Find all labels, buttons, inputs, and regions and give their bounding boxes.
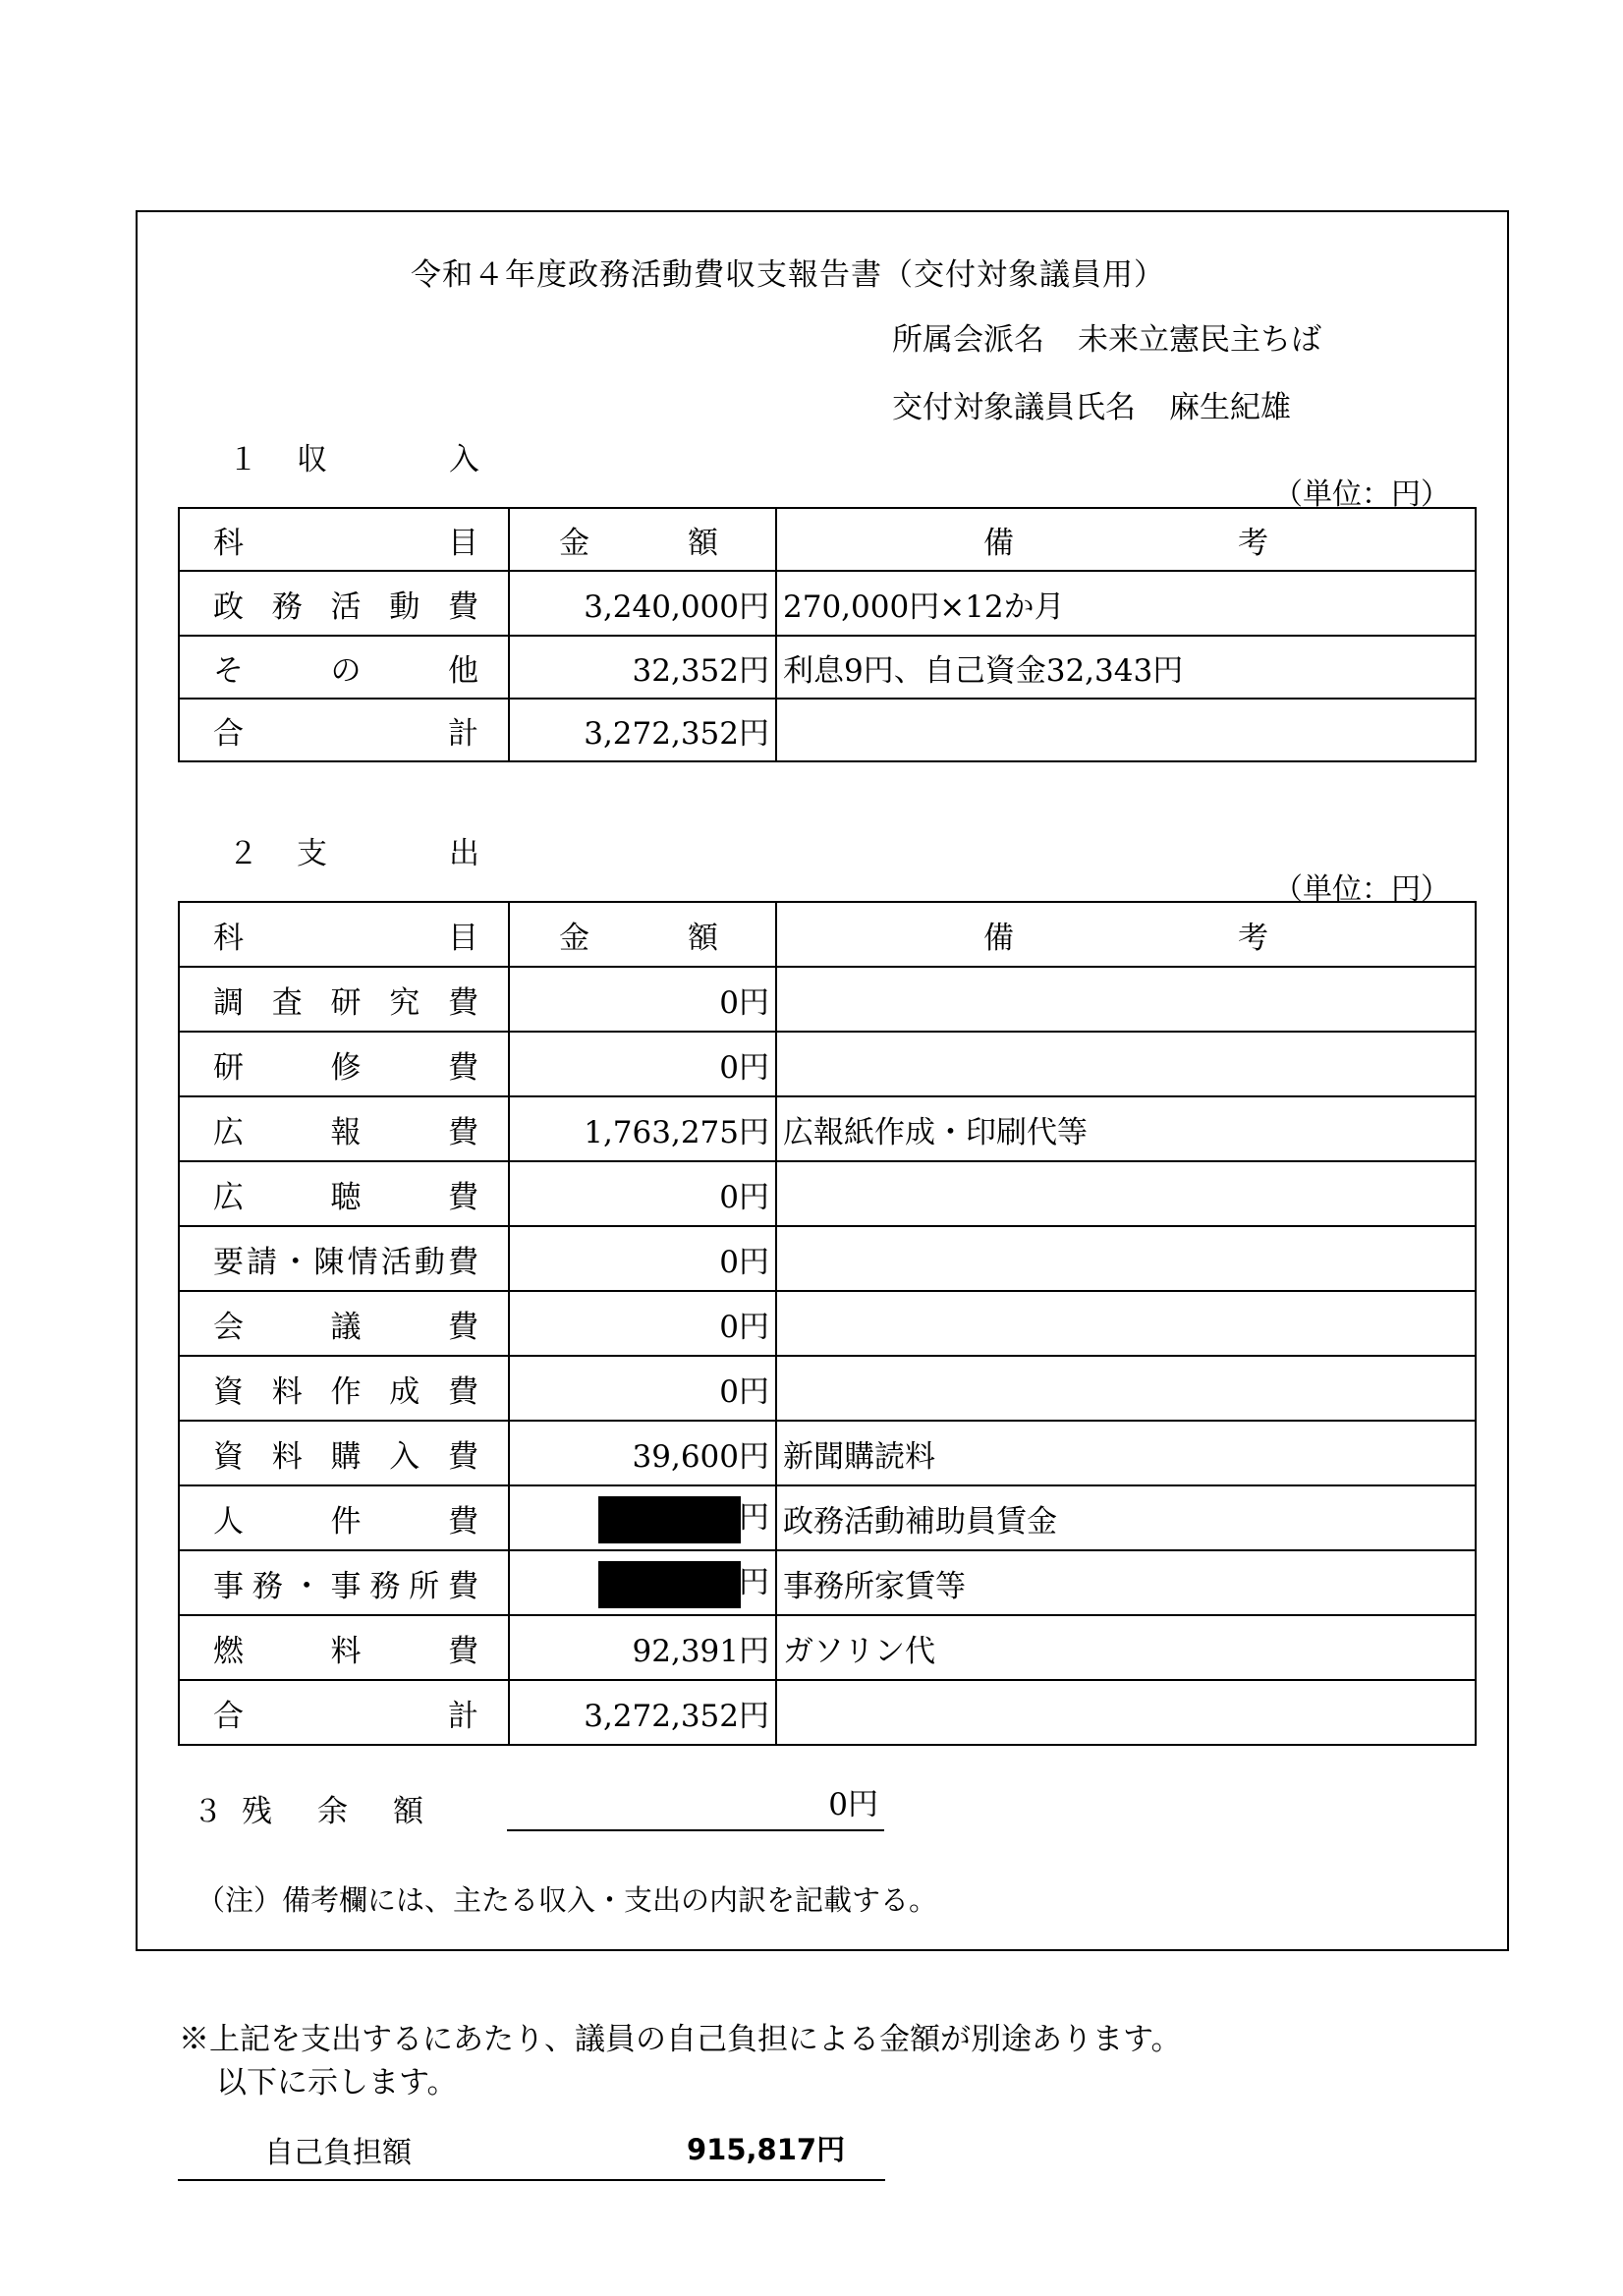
footnote: （注）備考欄には、主たる収入・支出の内訳を記載する。 [196, 1883, 938, 1917]
income-table [178, 507, 1477, 762]
table-row: 要請・陳情活動費 0円 [179, 1226, 1476, 1291]
redaction-block [598, 1561, 741, 1608]
table-row: 燃料費 92,391円 ガソリン代 [179, 1615, 1476, 1680]
self-burden-line2: 以下に示します。 [216, 2065, 458, 2100]
table-row: 資料作成費 0円 [179, 1356, 1476, 1421]
redacted-amount: 円 [509, 1550, 776, 1615]
self-burden-note [179, 2018, 1182, 2104]
self-burden-row [178, 2122, 885, 2181]
redacted-amount: 円 [509, 1485, 776, 1550]
expense-unit-label: （単位：円） [1273, 872, 1450, 907]
table-row: 広報費 1,763,275円 広報紙作成・印刷代等 [179, 1096, 1476, 1161]
report-title: 令和４年度政務活動費収支報告書（交付対象議員用） [411, 257, 1165, 293]
header-amount: 金 額 [509, 508, 776, 571]
member-value: 麻生紀雄 [1169, 390, 1291, 425]
table-row: 合計 3,272,352円 [179, 1680, 1476, 1745]
income-section-heading: １ 収 入 [228, 442, 479, 477]
expense-section-heading: ２ 支 出 [228, 836, 479, 871]
header-remarks: 備考 [776, 508, 1476, 571]
self-burden-value: 915,817円 [687, 2133, 846, 2166]
faction-label: 所属会派名 [892, 322, 1044, 358]
table-row: 事務・事務所費 円 事務所家賃等 [179, 1550, 1476, 1615]
self-burden-label: 自己負担額 [264, 2136, 412, 2170]
member-line [892, 382, 1291, 426]
table-row: 広聴費 0円 [179, 1161, 1476, 1226]
header-item: 科目 [179, 902, 509, 967]
table-row: 調査研究費 0円 [179, 967, 1476, 1032]
header-remarks: 備考 [776, 902, 1476, 967]
table-row: 人件費 円 政務活動補助員賃金 [179, 1485, 1476, 1550]
remainder-label: ３ 残 余 額 [193, 1794, 423, 1829]
header-item: 科目 [179, 508, 509, 571]
table-row: 資料購入費 39,600円 新聞購読料 [179, 1421, 1476, 1485]
table-row: その他 32,352円 利息9円、自己資金32,343円 [179, 636, 1476, 699]
table-row: 政務活動費 3,240,000円 270,000円×12か月 [179, 571, 1476, 636]
table-row: 会議費 0円 [179, 1291, 1476, 1356]
faction-value: 未来立憲民主ちば [1078, 322, 1321, 358]
expense-table [178, 901, 1477, 1746]
table-row: 合計 3,272,352円 [179, 699, 1476, 761]
redaction-block [598, 1496, 741, 1543]
expense-header-row [179, 902, 1476, 967]
table-row: 研修費 0円 [179, 1032, 1476, 1096]
income-unit-label: （単位：円） [1273, 477, 1450, 512]
remainder-value: 0円 [507, 1780, 884, 1831]
header-amount: 金 額 [509, 902, 776, 967]
self-burden-line1: ※上記を支出するにあたり、議員の自己負担による金額が別途あります。 [179, 2022, 1182, 2057]
faction-line [892, 314, 1321, 359]
member-label: 交付対象議員氏名 [892, 390, 1136, 425]
income-header-row [179, 508, 1476, 571]
